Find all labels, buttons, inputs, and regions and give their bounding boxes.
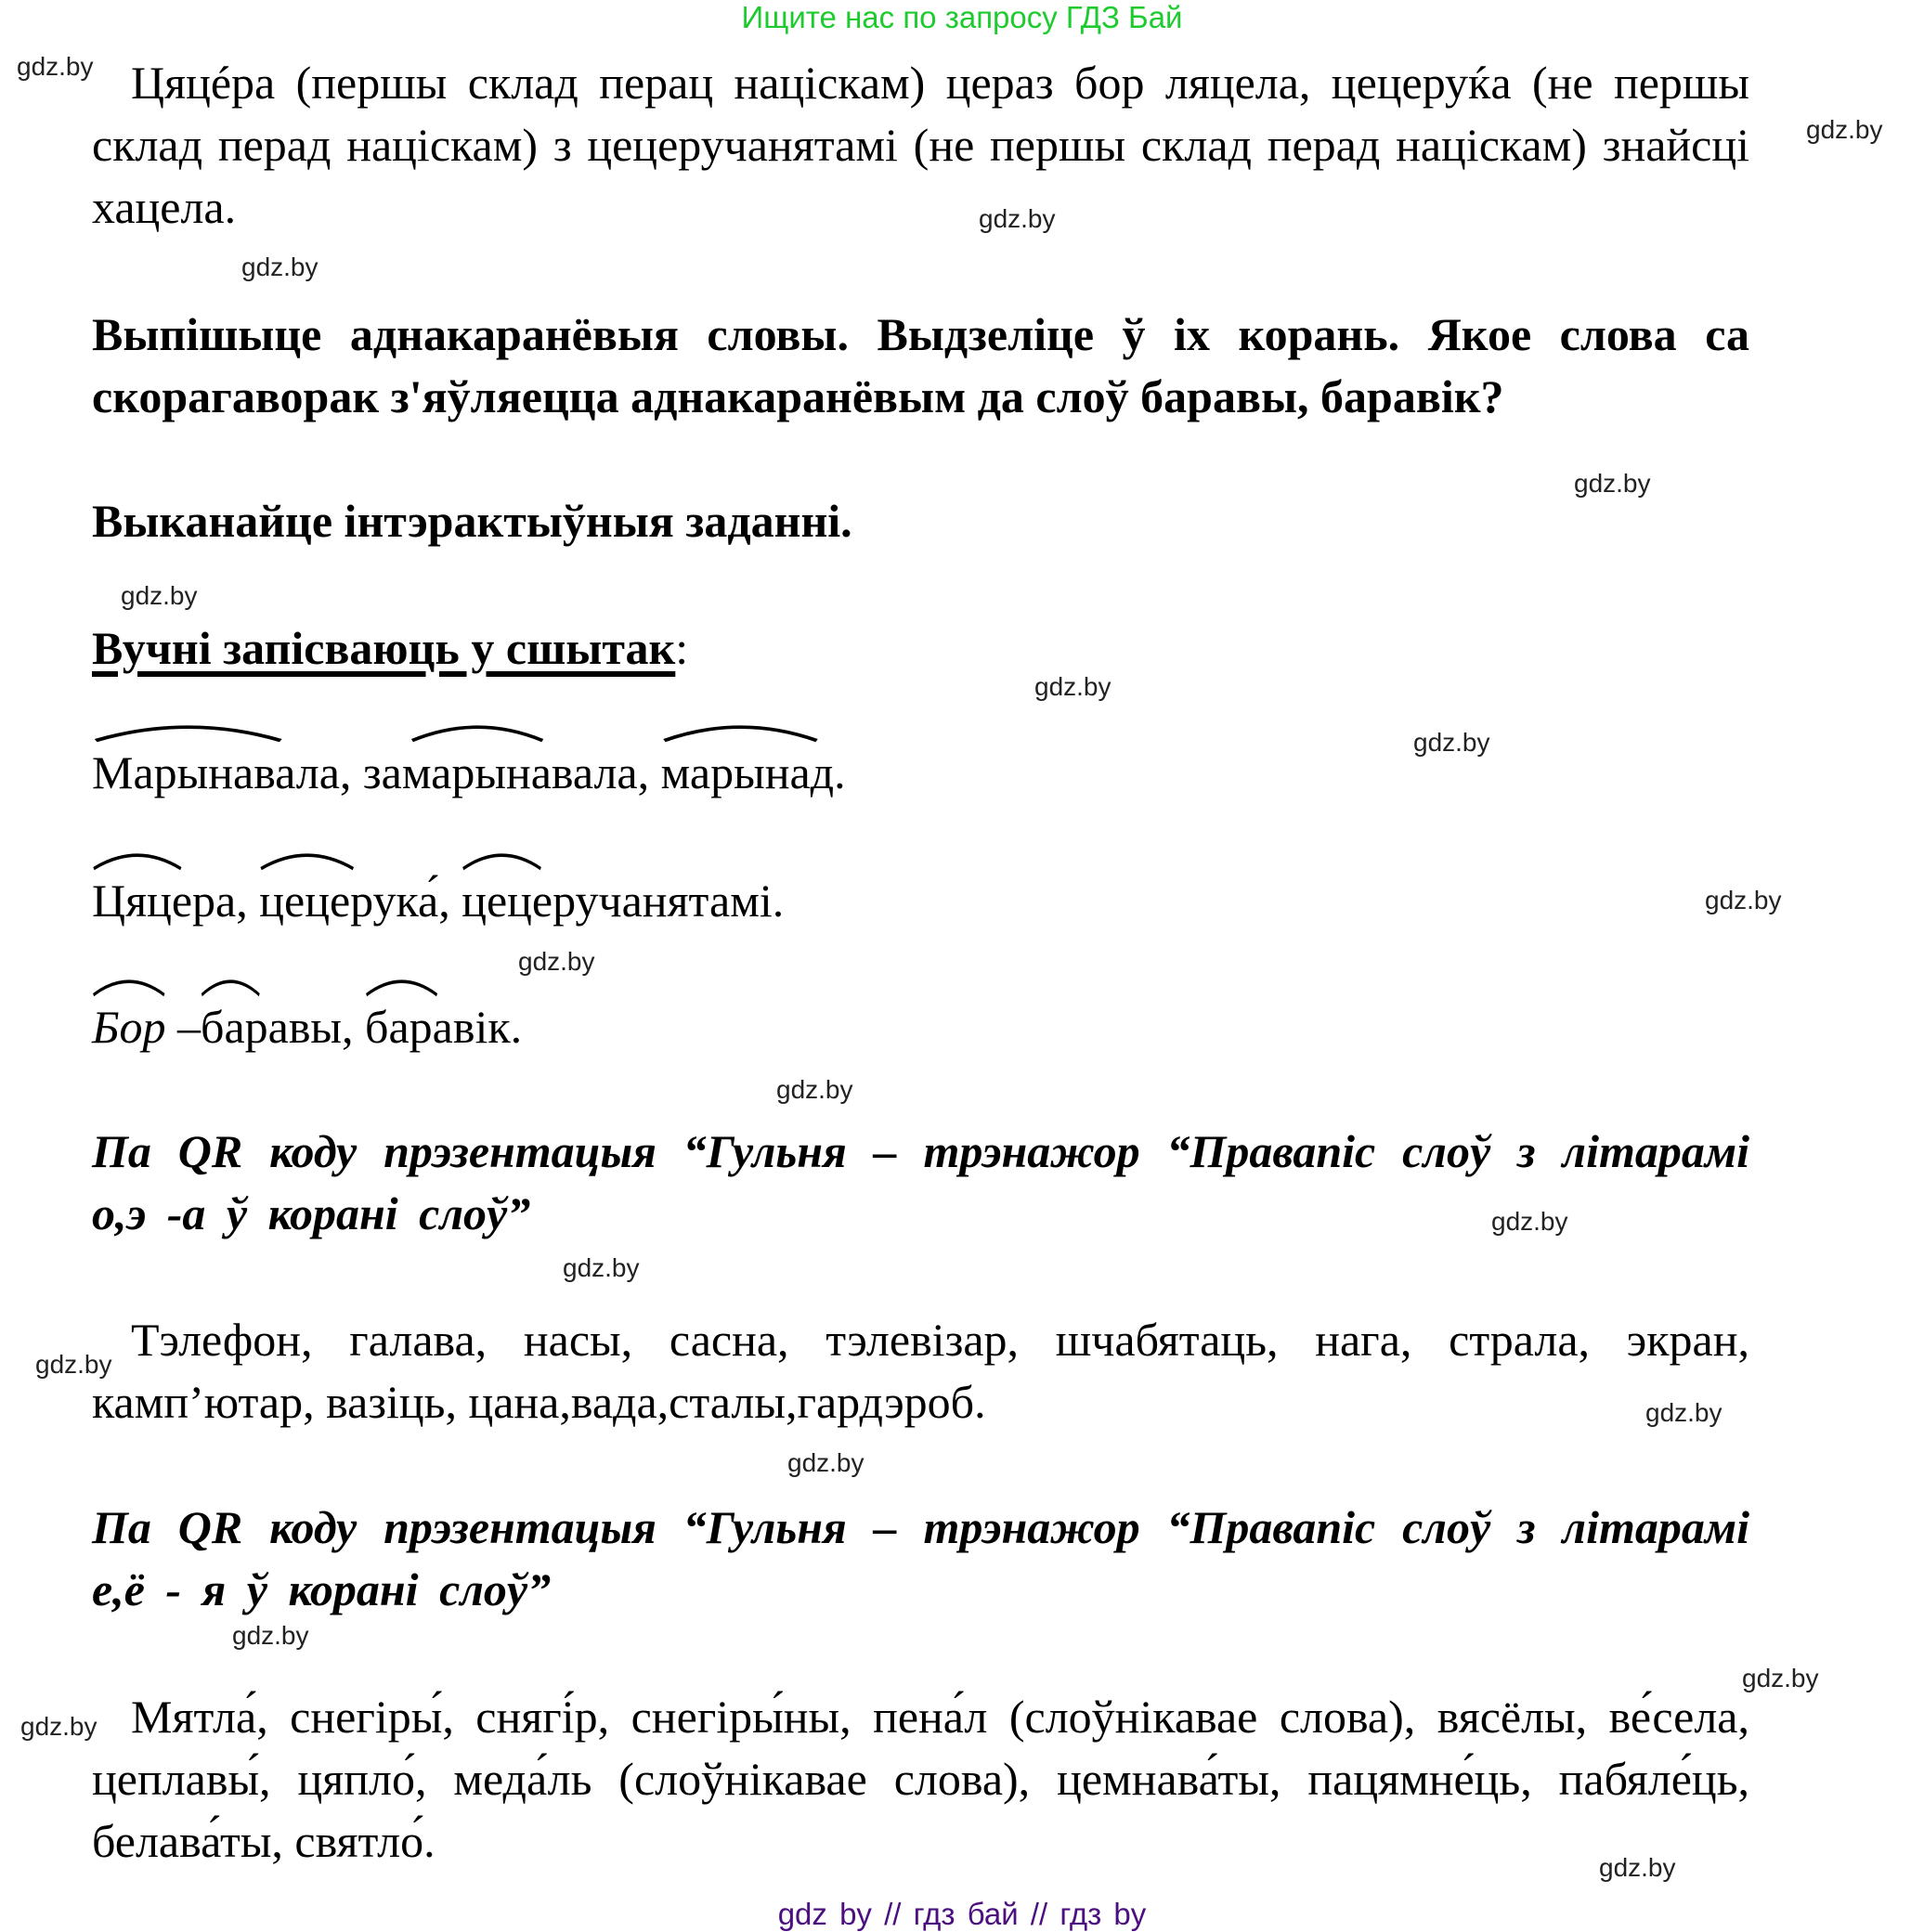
search-banner: Ищите нас по запросу ГДЗ Бай <box>741 0 1183 34</box>
qr-presentation-1: Па QR коду прэзентацыя “Гульня – трэнажор “Правапіс слоў з літарамі о,э -а ў корані слоў” <box>92 1125 1749 1239</box>
watermark: gdz.by <box>1574 469 1651 498</box>
watermark: gdz.by <box>1705 886 1782 914</box>
root-arc-icon <box>259 849 355 871</box>
dash: – <box>165 1001 201 1053</box>
root-word: баравы, <box>201 999 354 1055</box>
watermark: gdz.by <box>121 581 198 610</box>
task-instruction: Выпішыце аднакаранёвыя словы. Выдзеліце ў іх корань. Якое слова са скорагаворак з'яўляецца аднакаранёвым да слоў баравы, баравік? <box>92 308 1749 422</box>
word-list-2: Мятла́, снегіры́, снягі́р, снегіры́ны, пена́л (слоўнікавае слова), вясёлы, ве́села, цеплавы́, цяпло́, меда́ль (слоўнікавае слова), цемнава́ты, пацямне́ць, пабяле́ць, белава́ты, святло́. <box>92 1691 1749 1867</box>
root-word: Марынавала, <box>92 745 351 800</box>
notebook-heading <box>92 620 688 676</box>
root-arc-icon <box>92 720 284 743</box>
watermark: gdz.by <box>35 1350 112 1379</box>
watermark: gdz.by <box>787 1448 864 1477</box>
root-group-2 <box>92 873 784 928</box>
footer-links: gdz by // гдз бай // гдз by <box>777 1897 1147 1931</box>
root-arc-icon <box>661 720 820 743</box>
root-word: Бор <box>92 999 166 1055</box>
heading-colon: : <box>675 622 689 674</box>
watermark: gdz.by <box>1645 1398 1722 1427</box>
root-arc-icon <box>410 720 545 743</box>
root-arc-icon <box>365 975 438 997</box>
task-interactive: Выканайце інтэрактыўныя заданні. <box>92 495 852 547</box>
root-word: Цяцера, <box>92 873 248 928</box>
watermark: gdz.by <box>1034 672 1112 701</box>
watermark: gdz.by <box>1491 1207 1568 1236</box>
watermark: gdz.by <box>1413 728 1490 757</box>
root-arc-icon <box>92 849 183 871</box>
watermark: gdz.by <box>241 253 318 281</box>
watermark: gdz.by <box>1599 1853 1676 1882</box>
watermark: gdz.by <box>17 52 94 81</box>
root-word: цецерука́, <box>259 873 449 928</box>
watermark: gdz.by <box>232 1621 309 1650</box>
root-arc-icon <box>462 849 542 871</box>
tongue-twister-paragraph: Цяцéра (першы склад перац націскам) цераз бор ляцела, цецеруќа (не першы склад перад націскам) з цецеручанятамі (не першы склад перад націскам) знайсці хацела. <box>92 57 1749 233</box>
watermark: gdz.by <box>20 1712 98 1741</box>
watermark: gdz.by <box>979 204 1056 233</box>
qr-presentation-2: Па QR коду прэзентацыя “Гульня – трэнажор “Правапіс слоў з літарамі е,ё - я ў корані слоў” <box>92 1501 1749 1615</box>
word-list-1: Тэлефон, галава, насы, сасна, тэлевізар, шчабятаць, нага, страла, экран, камп’ютар, вазіць, цана,вада,сталы,гардэроб. <box>92 1314 1749 1428</box>
root-arc-icon <box>201 975 261 997</box>
root-arc-icon <box>92 975 166 997</box>
root-word: баравік. <box>365 999 522 1055</box>
root-word: цецеручанятамі. <box>462 873 784 928</box>
root-group-3 <box>92 999 522 1055</box>
watermark: gdz.by <box>1806 115 1883 144</box>
watermark: gdz.by <box>1742 1664 1819 1692</box>
watermark: gdz.by <box>776 1075 853 1104</box>
root-word: марынад. <box>661 745 846 800</box>
watermark: gdz.by <box>518 947 595 976</box>
watermark: gdz.by <box>563 1253 640 1282</box>
notebook-heading-text: Вучні запісваюць у сшытак <box>92 622 676 674</box>
root-group-1 <box>92 745 846 800</box>
root-word: замарынавала, <box>363 745 649 800</box>
